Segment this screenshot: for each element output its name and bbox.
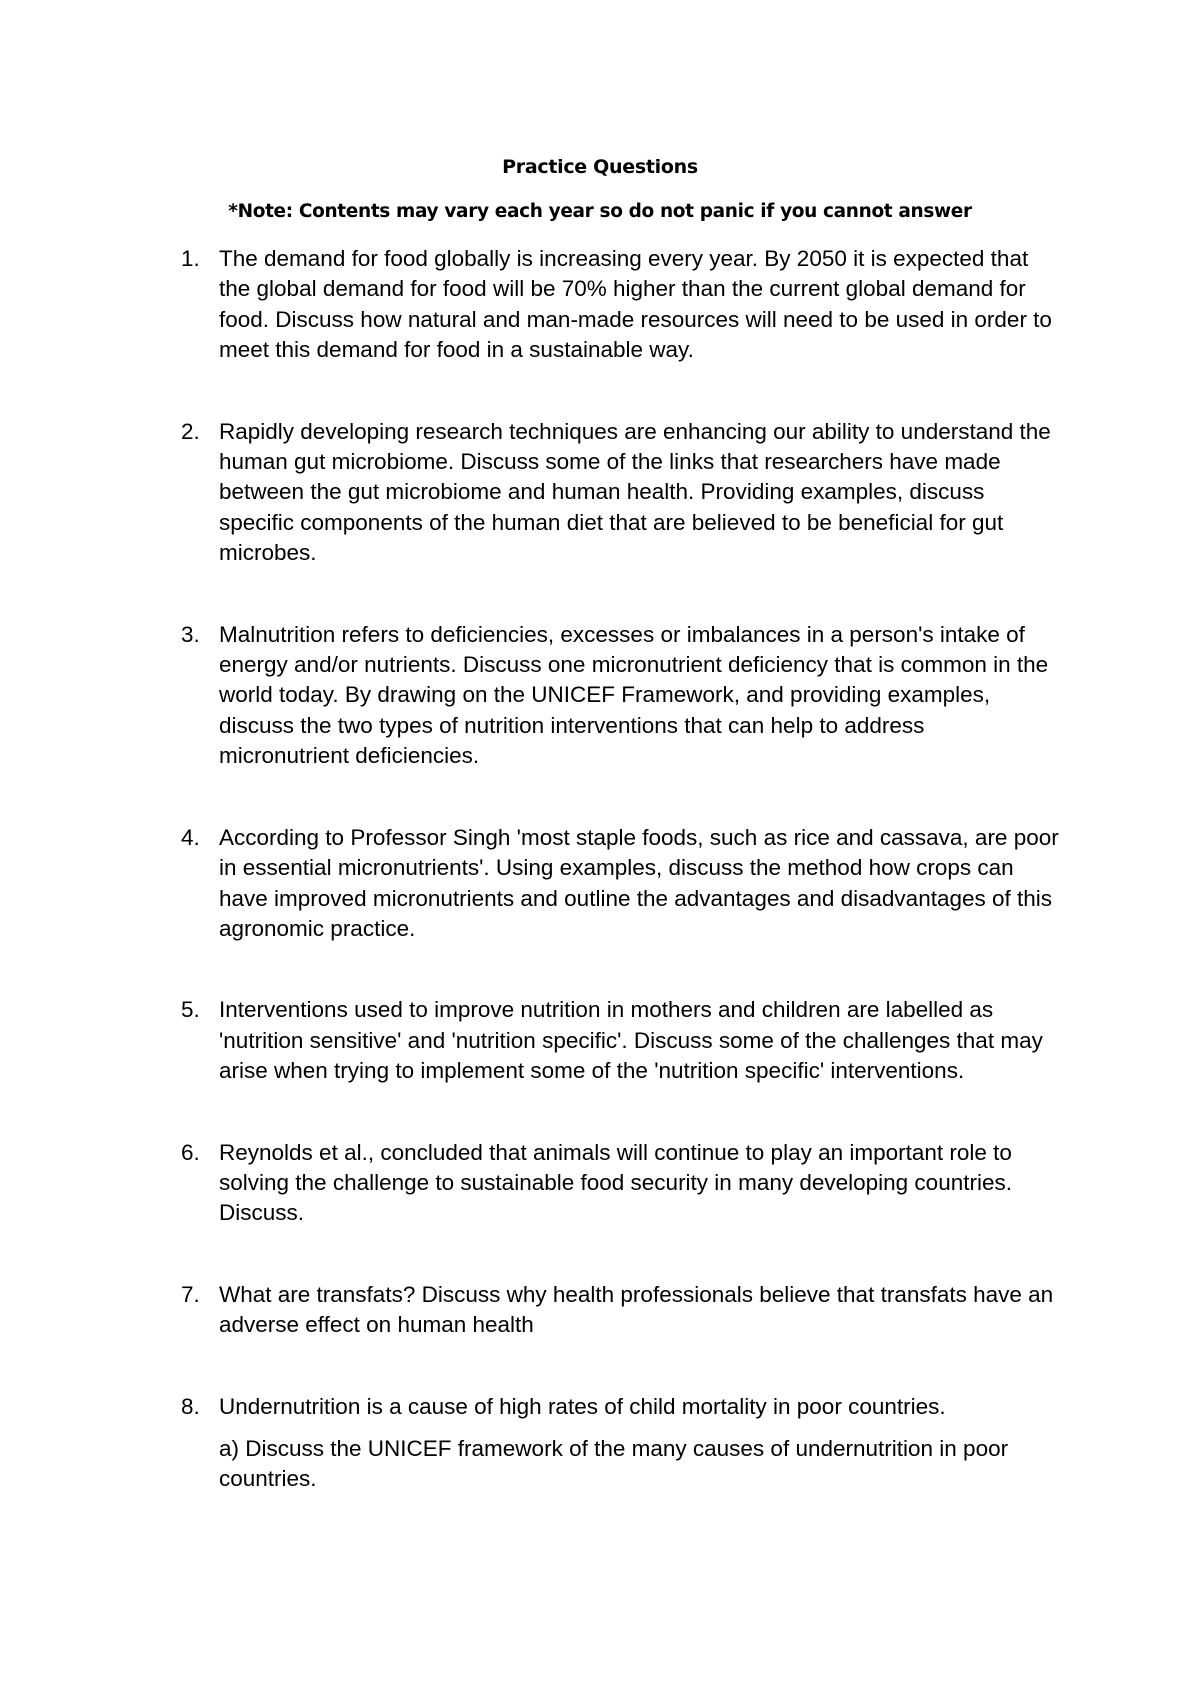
question-text: According to Professor Singh 'most staple foods, such as rice and cassava, are poor in essential micronutrients'. Using examples, discuss the method how crops can have improved micronutrients and outline the advantages and disadvantages of this agronomic practice. <box>219 824 1059 941</box>
question-number: 8. <box>181 1393 200 1419</box>
question-text: The demand for food globally is increasing every year. By 2050 it is expected that the global demand for food will be 70% higher than the current global demand for food. Discuss how natural and man-made resources will need to be used in order to meet this demand for food in a sustainable way. <box>219 246 1052 363</box>
question-number: 4. <box>181 824 200 850</box>
question-list <box>0 244 1200 1546</box>
question-number: 6. <box>181 1139 200 1165</box>
question-item-6 <box>0 1138 1200 1229</box>
question-text: Undernutrition is a cause of high rates of child mortality in poor countries. <box>219 1393 946 1419</box>
question-text: Malnutrition refers to deficiencies, excesses or imbalances in a person's intake of energy and/or nutrients. Discuss one micronutrient deficiency that is common in the world today. By drawing on the UNICEF Framework, and providing examples, discuss the two types of nutrition interventions that can help to address micronutrient deficiencies. <box>219 621 1049 769</box>
question-number: 3. <box>181 621 200 647</box>
question-text: Reynolds et al., concluded that animals will continue to play an important role to solving the challenge to sustainable food security in many developing countries. Discuss. <box>219 1139 1012 1226</box>
question-item-4 <box>0 823 1200 945</box>
question-number: 5. <box>181 997 200 1023</box>
question-number: 7. <box>181 1281 200 1307</box>
question-text: Interventions used to improve nutrition in mothers and children are labelled as 'nutrition sensitive' and 'nutrition specific'. Discuss some of the challenges that may arise when trying to implement some of the 'nutrition specific' interventions. <box>219 997 1043 1084</box>
question-subpart: a) Discuss the UNICEF framework of the many causes of undernutrition in poor countries. <box>219 1435 1009 1492</box>
question-text: What are transfats? Discuss why health professionals believe that transfats have an adverse effect on human health <box>219 1281 1054 1338</box>
question-item-3 <box>0 620 1200 772</box>
question-item-2 <box>0 417 1200 569</box>
question-item-5 <box>0 995 1200 1086</box>
question-item-8 <box>0 1392 1200 1495</box>
question-number: 2. <box>181 418 200 444</box>
question-item-7 <box>0 1280 1200 1341</box>
page-title: Practice Questions <box>502 156 698 178</box>
question-number: 1. <box>181 246 200 271</box>
question-item-1 <box>0 244 1200 366</box>
question-text: Rapidly developing research techniques are enhancing our ability to understand the human gut microbiome. Discuss some of the links that researchers have made between the gut microbiome and human health. Providing examples, discuss specific components of the human diet that are believed to be beneficial for gut microbes. <box>219 418 1051 566</box>
note-text: *Note: Contents may vary each year so do not panic if you cannot answer <box>228 201 972 222</box>
